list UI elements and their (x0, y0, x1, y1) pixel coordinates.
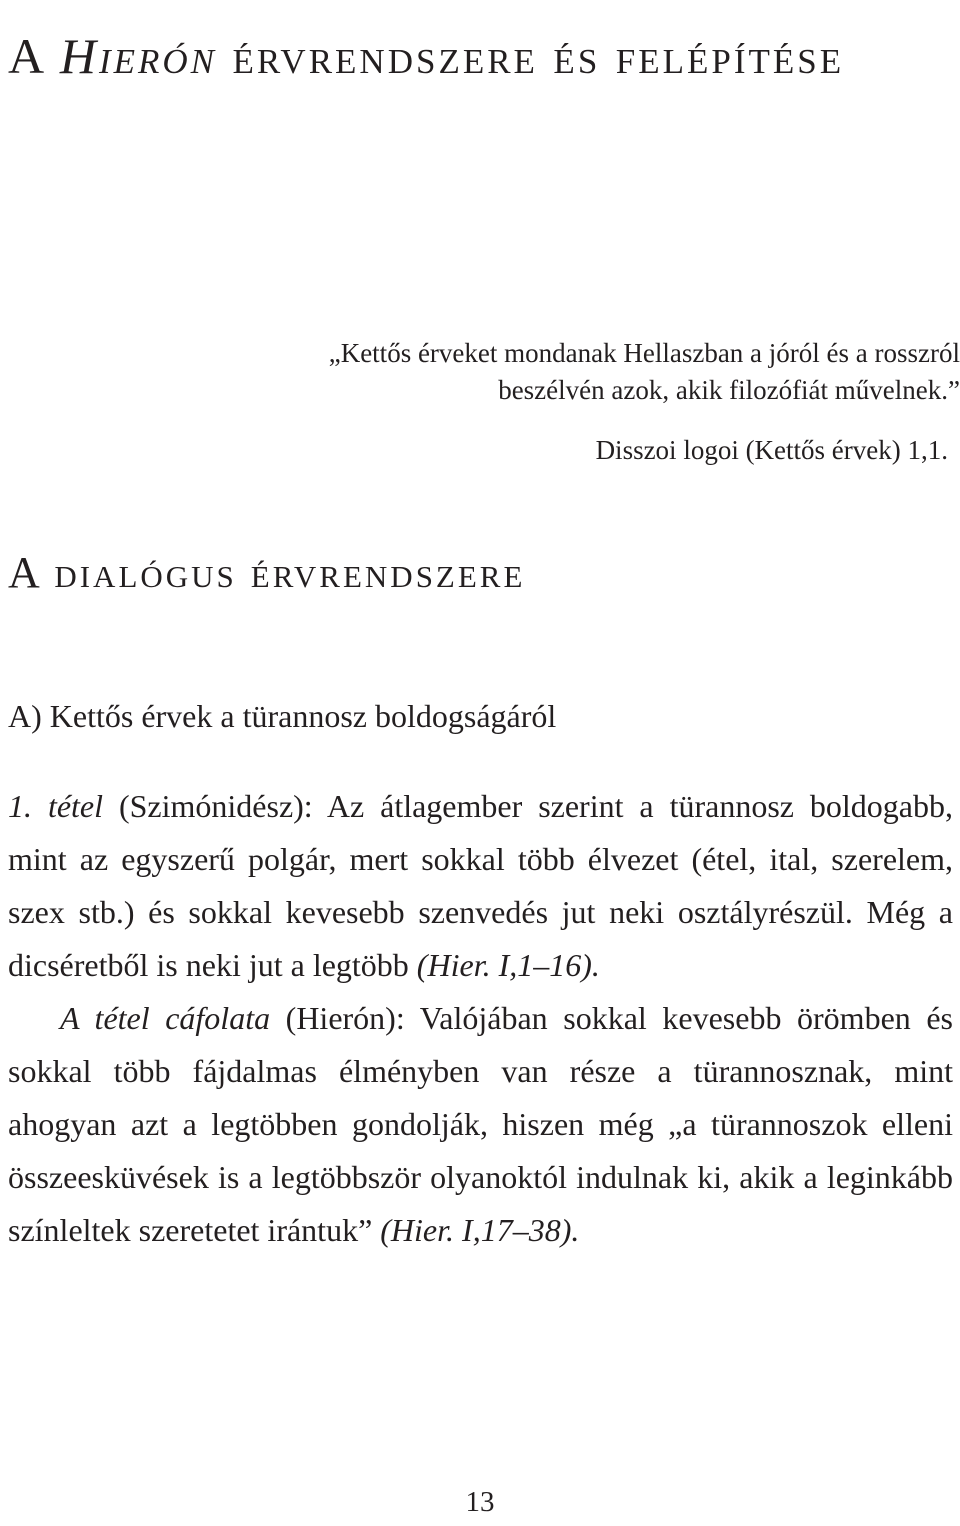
body-text (8, 780, 953, 1257)
thesis-label: 1. tétel (8, 788, 104, 824)
refutation-label: A tétel cáfolata (60, 1000, 271, 1036)
thesis-reference: (Hier. I,1–16). (416, 947, 600, 983)
thesis-text: (Szimónidész): Az átlagember szerint a türannosz boldogabb, mint az egyszerű polgár, mert sokkal több élvezet (étel, ital, szerelem, szex stb.) és sokkal kevesebb szenvedés jut neki osztályrészül. Még a dicséretből is neki jut a legtöbb (8, 788, 953, 983)
paragraph-refutation (8, 992, 953, 1257)
epigraph-line-2: beszélvén azok, akik filozófiát művelnek.” (498, 375, 960, 405)
refutation-reference: (Hier. I,17–38). (380, 1212, 580, 1248)
chapter-title (8, 10, 948, 102)
refutation-text: (Hierón): Valójában sokkal kevesebb örömben és sokkal több fájdalmas élményben van része a türannosznak, mint ahogyan azt a legtöbben gondolják, hiszen még „a türannoszok elleni összeesküvések is a legtöbbször olyanoktól indulnak ki, akik a leginkább színleltek szeretetet irántuk” (8, 1000, 953, 1248)
chapter-title-italic: Hierón (59, 28, 218, 84)
paragraph-thesis-1 (8, 780, 953, 992)
chapter-title-part1: A (8, 28, 60, 84)
section-title: A dialógus érvrendszere (8, 548, 526, 597)
chapter-title-part2: érvrendszere és felépítése (217, 28, 845, 84)
page-number: 13 (465, 1486, 495, 1518)
epigraph-source: Disszoi logoi (Kettős érvek) 1,1. (595, 435, 948, 465)
epigraph (240, 335, 960, 409)
epigraph-line-1: „Kettős érveket mondanak Hellaszban a jóról és a rosszról (328, 338, 960, 368)
subsection-title: A) Kettős érvek a türannosz boldogságáról (8, 698, 557, 734)
